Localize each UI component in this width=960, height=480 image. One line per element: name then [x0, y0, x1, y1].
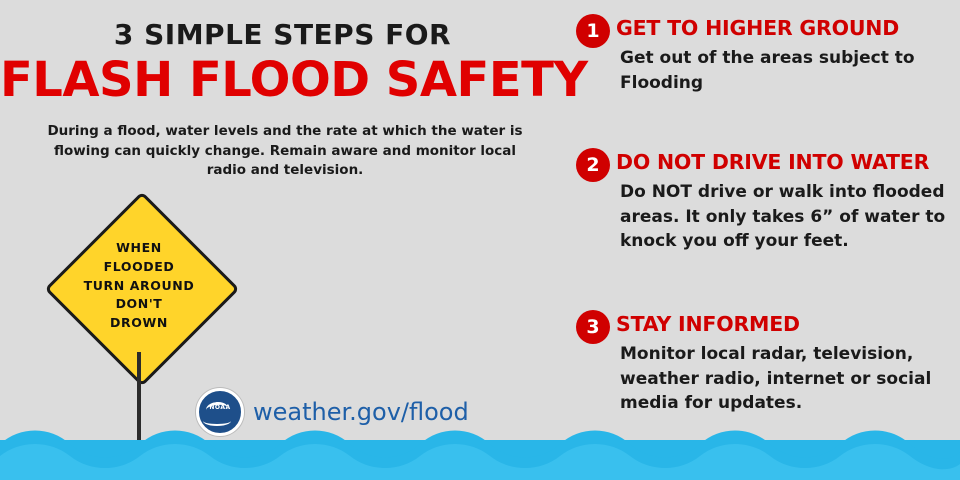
sign-line-2: FLOODED — [103, 258, 175, 274]
website-url[interactable]: weather.gov/flood — [253, 398, 469, 426]
sign-line-4: DON'T — [115, 296, 163, 312]
step-3-title: STAY INFORMED — [616, 312, 800, 336]
steps-column — [572, 0, 960, 480]
step-1-title: GET TO HIGHER GROUND — [616, 16, 900, 40]
step-1-body: Get out of the areas subject to Flooding — [620, 48, 915, 93]
step-2-number-badge: 2 — [576, 148, 610, 182]
step-2-body: Do NOT drive or walk into flooded areas. It only takes 6” of water to knock you off your feet. — [620, 182, 946, 252]
sign-text-block — [73, 220, 205, 352]
step-3-body: Monitor local radar, television, weather radio, internet or social media for updates. — [620, 344, 932, 414]
step-1-number-badge: 1 — [576, 14, 610, 48]
noaa-logo-text: NOAA — [209, 404, 231, 411]
step-3-number-badge: 3 — [576, 310, 610, 344]
turn-around-dont-drown-sign — [55, 212, 245, 402]
page-title: FLASH FLOOD SAFETY — [0, 52, 588, 108]
water-wave-graphic — [0, 422, 960, 480]
sign-line-3: TURN AROUND — [83, 277, 195, 293]
step-2-title: DO NOT DRIVE INTO WATER — [616, 150, 930, 174]
intro-paragraph: During a flood, water levels and the rate at which the water is flowing can quickly change. Remain aware and monitor local radio and television. — [47, 123, 523, 179]
sign-line-5: DROWN — [110, 315, 168, 331]
headline-kicker: 3 SIMPLE STEPS FOR — [113, 18, 452, 51]
sign-line-1: WHEN — [116, 240, 162, 256]
